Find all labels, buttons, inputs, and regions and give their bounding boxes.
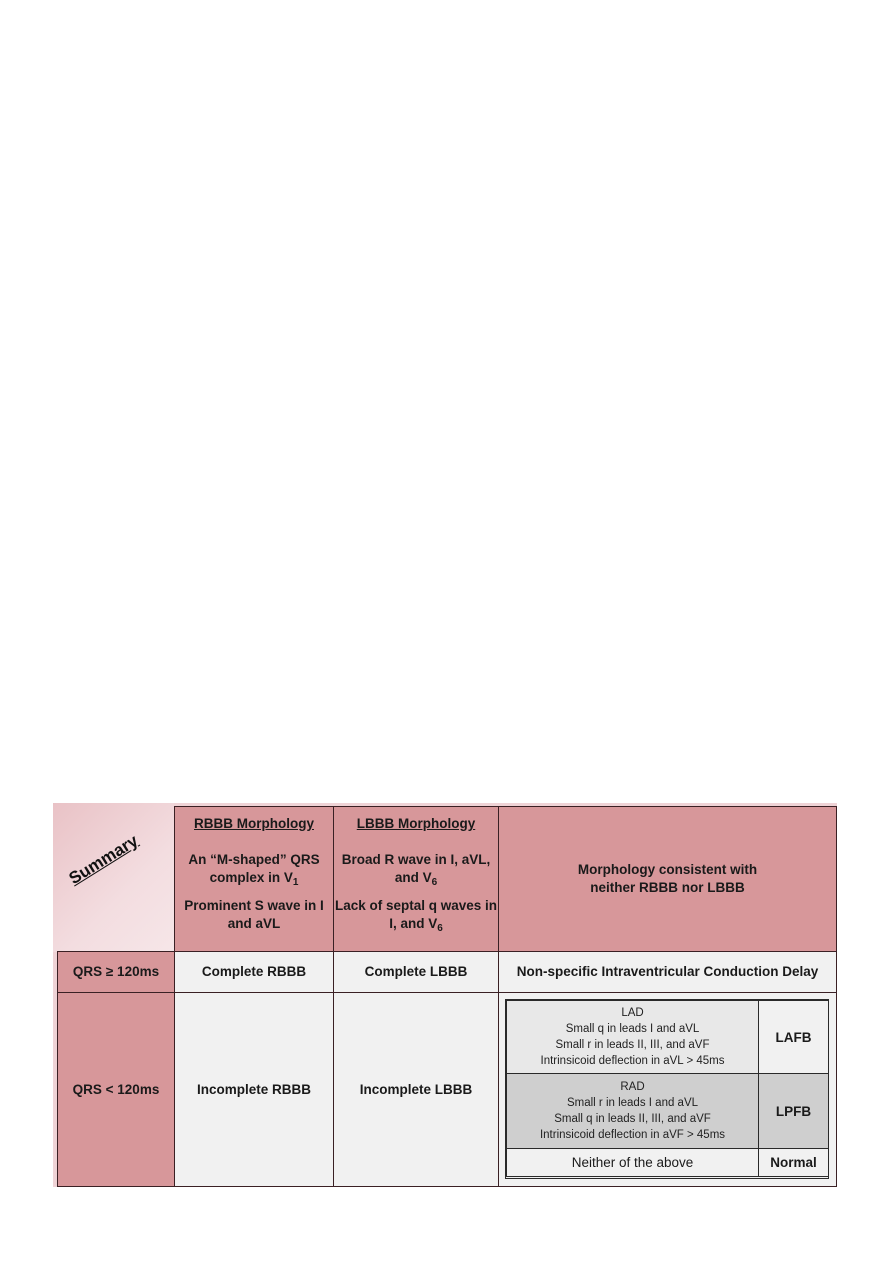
rad-line-4: Intrinsicoid deflection in aVF > 45ms <box>539 1129 726 1141</box>
header-lbbb-title: LBBB Morphology <box>356 816 476 831</box>
header-lbbb-criterion-1 <box>334 851 498 887</box>
lad-line-4: Intrinsicoid deflection in aVL > 45ms <box>540 1055 725 1067</box>
neither-criteria: Neither of the above <box>506 1148 759 1177</box>
header-lbbb-criterion-2 <box>334 897 498 933</box>
summary-table <box>53 803 837 1187</box>
header-lbbb-criterion-2-text: Lack of septal q waves in I, and V <box>334 898 498 931</box>
header-lbbb-criterion-1-sub: 6 <box>431 877 438 888</box>
cell-nonspecific-ivcd: Non-specific Intraventricular Conduction Delay <box>498 951 837 993</box>
normal-label: Normal <box>758 1148 829 1177</box>
header-rbbb-criterion-1 <box>175 851 333 887</box>
lad-line-2: Small q in leads I and aVL <box>565 1023 700 1035</box>
cell-complete-rbbb: Complete RBBB <box>174 951 334 993</box>
rad-line-1: RAD <box>620 1081 645 1093</box>
header-other-line-2: neither RBBB nor LBBB <box>590 880 745 895</box>
header-rbbb <box>174 806 334 952</box>
rad-line-3: Small q in leads II, III, and aVF <box>554 1113 711 1125</box>
cell-incomplete-lbbb: Incomplete LBBB <box>333 992 499 1187</box>
lafb-label: LAFB <box>758 1000 829 1074</box>
rad-criteria <box>506 1073 759 1149</box>
row-label-wide-qrs: QRS ≥ 120ms <box>57 951 175 993</box>
cell-complete-lbbb: Complete LBBB <box>333 951 499 993</box>
corner-cell <box>53 803 174 952</box>
lad-line-3: Small r in leads II, III, and aVF <box>555 1039 710 1051</box>
header-lbbb <box>333 806 499 952</box>
cell-incomplete-rbbb: Incomplete RBBB <box>174 992 334 1187</box>
lpfb-label: LPFB <box>758 1073 829 1149</box>
header-rbbb-criterion-1-text: An “M-shaped” QRS complex in V <box>188 852 320 885</box>
header-rbbb-criterion-2: Prominent S wave in I and aVL <box>184 898 324 931</box>
header-other-line-1: Morphology consistent with <box>577 862 758 877</box>
fascicular-subtable <box>505 999 829 1179</box>
row-label-narrow-qrs: QRS < 120ms <box>57 992 175 1187</box>
rad-line-2: Small r in leads I and aVL <box>566 1097 699 1109</box>
header-rbbb-criterion-1-sub: 1 <box>292 877 299 888</box>
header-other <box>498 806 837 952</box>
lad-criteria <box>506 1000 759 1074</box>
summary-label: Summary <box>65 830 142 889</box>
lad-line-1: LAD <box>621 1007 644 1019</box>
header-rbbb-title: RBBB Morphology <box>194 816 314 831</box>
header-lbbb-criterion-1-text: Broad R wave in I, aVL, and V <box>341 852 491 885</box>
header-lbbb-criterion-2-sub: 6 <box>437 923 443 934</box>
